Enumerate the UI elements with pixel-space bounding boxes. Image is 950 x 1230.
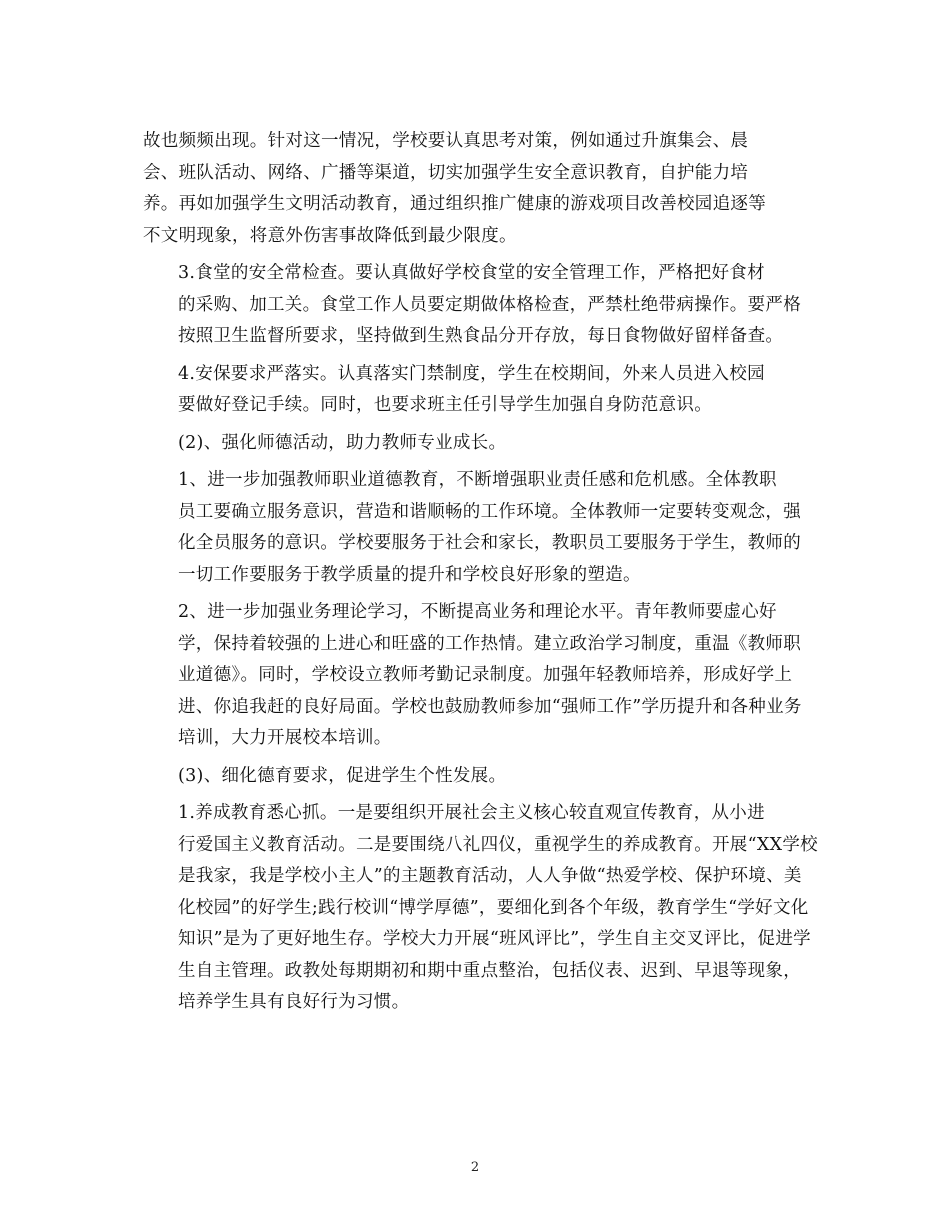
paragraph-line: 行爱国主义教育活动。二是要围绕八礼四仪，重视学生的养成教育。开展“XX学校 <box>178 834 818 855</box>
paragraph-line: 的采购、加工关。食堂工作人员要定期做体格检查，严禁杜绝带病操作。要严格 <box>178 294 801 315</box>
paragraph-line: 生自主管理。政教处每期期初和期中重点整治，包括仪表、迟到、早退等现象， <box>178 960 801 981</box>
paragraph-line: 进、你追我赶的良好局面。学校也鼓励教师参加“强师工作”学历提升和各种业务 <box>178 696 802 717</box>
paragraph-line: 4.安保要求严落实。认真落实门禁制度，学生在校期间，外来人员进入校园 <box>178 363 765 384</box>
document-body <box>143 126 818 1019</box>
paragraph-line: 一切工作要服务于教学质量的提升和学校良好形象的塑造。 <box>178 564 641 585</box>
paragraph-line: 要做好登记手续。同时，也要求班主任引导学生加强自身防范意识。 <box>178 395 712 415</box>
paragraph-line: 2、进一步加强业务理论学习，不断提高业务和理论水平。青年教师要虚心好 <box>178 602 777 622</box>
paragraph-line: 员工要确立服务意识，营造和谐顺畅的工作环境。全体教师一定要转变观念，强 <box>178 501 801 522</box>
paragraph-line: 不文明现象，将意外伤害事故降低到最少限度。 <box>143 225 517 246</box>
paragraph-line: 故也频频出现。针对这一情况，学校要认真思考对策，例如通过升旗集会、晨 <box>143 131 749 151</box>
paragraph-line: 1、进一步加强教师职业道德教育，不断增强职业责任感和危机感。全体教职 <box>178 470 777 490</box>
paragraph-ethics-2 <box>143 597 813 755</box>
paragraph-heading-3 <box>143 761 813 793</box>
paragraph-heading-2 <box>143 428 813 460</box>
paragraph-line: 3.食堂的安全常检查。要认真做好学校食堂的安全管理工作，严格把好食材 <box>178 263 765 283</box>
paragraph-line: 会、班队活动、网络、广播等渠道，切实加强学生安全意识教育，自护能力培 <box>143 162 749 183</box>
paragraph-line: (2)、强化师德活动，助力教师专业成长。 <box>178 432 507 453</box>
paragraph-continuation <box>143 126 813 252</box>
paragraph-habits <box>143 798 818 1019</box>
paragraph-line: 是我家，我是学校小主人”的主题教育活动，人人争做“热爱学校、保护环境、美 <box>178 866 802 886</box>
paragraph-line: 学，保持着较强的上进心和旺盛的工作热情。建立政治学习制度，重温《教师职 <box>178 633 801 654</box>
paragraph-line: 培养学生具有良好行为习惯。 <box>178 992 410 1012</box>
paragraph-security <box>143 359 813 422</box>
paragraph-line: 养。再如加强学生文明活动教育，通过组织推广健康的游戏项目改善校园追逐等 <box>143 194 766 214</box>
paragraph-line: 1.养成教育悉心抓。一是要组织开展社会主义核心较直观宣传教育，从小进 <box>178 803 765 823</box>
paragraph-line: 业道德》。同时，学校设立教师考勤记录制度。加强年轻教师培养，形成好学上 <box>178 665 793 685</box>
paragraph-line: 培训，大力开展校本培训。 <box>178 728 392 748</box>
paragraph-line: 知识”是为了更好地生存。学校大力开展“班风评比”，学生自主交叉评比，促进学 <box>178 929 811 949</box>
page-number: 2 <box>470 1160 480 1175</box>
paragraph-canteen <box>143 258 813 353</box>
paragraph-ethics-1 <box>143 465 813 591</box>
paragraph-line: (3)、细化德育要求，促进学生个性发展。 <box>178 765 507 786</box>
paragraph-line: 按照卫生监督所要求，坚持做到生熟食品分开存放，每日食物做好留样备查。 <box>178 326 784 346</box>
paragraph-line: 化校园”的好学生;践行校训“博学厚德”，要细化到各个年级，教育学生“学好文化 <box>178 897 809 918</box>
paragraph-line: 化全员服务的意识。学校要服务于社会和家长，教职员工要服务于学生，教师的 <box>178 533 801 553</box>
